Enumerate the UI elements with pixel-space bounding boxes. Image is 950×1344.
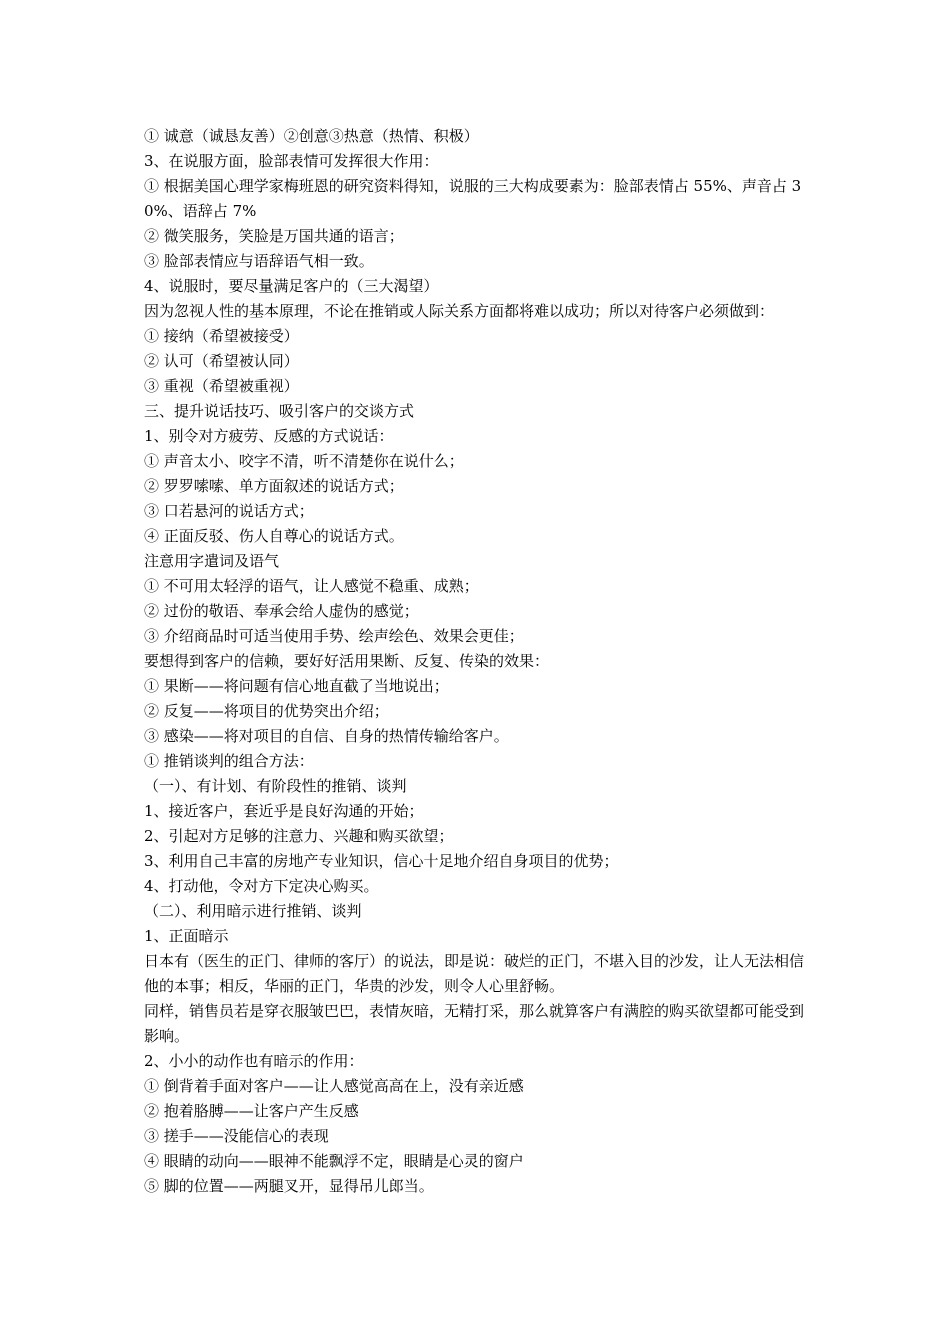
text-line: 2、引起对方足够的注意力、兴趣和购买欲望； bbox=[144, 827, 454, 845]
text-line: 注意用字遣词及语气 bbox=[144, 552, 280, 570]
text-line: ② 罗罗嗦嗦、单方面叙述的说话方式； bbox=[144, 477, 404, 495]
text-line: 4、说服时，要尽量满足客户的（三大渴望） bbox=[144, 277, 439, 295]
text-line: 三、提升说话技巧、吸引客户的交谈方式 bbox=[144, 402, 415, 420]
text-line: ③ 脸部表情应与语辞语气相一致。 bbox=[144, 252, 374, 270]
text-line: ③ 感染——将对项目的自信、自身的热情传输给客户。 bbox=[144, 727, 509, 745]
text-line: ⑤ 脚的位置——两腿叉开，显得吊儿郎当。 bbox=[144, 1177, 434, 1195]
text-line: 1、正面暗示 bbox=[144, 927, 229, 945]
text-line: ③ 重视（希望被重视） bbox=[144, 377, 299, 395]
text-line: ① 果断——将问题有信心地直截了当地说出； bbox=[144, 677, 449, 695]
text-line: ③ 搓手——没能信心的表现 bbox=[144, 1127, 329, 1145]
text-line: （一）、有计划、有阶段性的推销、谈判 bbox=[144, 777, 407, 795]
text-line: 因为忽视人性的基本原理，不论在推销或人际关系方面都将难以成功；所以对待客户必须做到： bbox=[144, 302, 775, 320]
text-line: ① 根据美国心理学家梅班恩的研究资料得知，说服的三大构成要素为：脸部表情占 55%、声音占 30%、语辞占 7% bbox=[144, 177, 802, 220]
text-line: ② 认可（希望被认同） bbox=[144, 352, 299, 370]
text-line: 1、别令对方疲劳、反感的方式说话： bbox=[144, 427, 394, 445]
text-line: ① 不可用太轻浮的语气，让人感觉不稳重、成熟； bbox=[144, 577, 479, 595]
text-line: ① 推销谈判的组合方法： bbox=[144, 752, 314, 770]
text-line: ④ 正面反驳、伤人自尊心的说话方式。 bbox=[144, 527, 404, 545]
text-line: ② 抱着胳膊——让客户产生反感 bbox=[144, 1102, 359, 1120]
text-line: （二）、利用暗示进行推销、谈判 bbox=[144, 902, 362, 920]
text-line: ② 反复——将项目的优势突出介绍； bbox=[144, 702, 389, 720]
text-line: 日本有（医生的正门、律师的客厅）的说法，即是说：破烂的正门，不堪入目的沙发，让人无法相信他的本事；相反，华丽的正门，华贵的沙发，则令人心里舒畅。 bbox=[144, 952, 805, 995]
document-body bbox=[144, 124, 816, 1199]
text-line: ③ 口若悬河的说话方式； bbox=[144, 502, 314, 520]
text-line: ① 诚意（诚恳友善）②创意③热意（热情、积极） bbox=[144, 127, 479, 145]
text-line: 要想得到客户的信赖，要好好活用果断、反复、传染的效果： bbox=[144, 652, 550, 670]
text-line: 1、接近客户，套近乎是良好沟通的开始； bbox=[144, 802, 424, 820]
text-line: ① 倒背着手面对客户——让人感觉高高在上，没有亲近感 bbox=[144, 1077, 524, 1095]
text-line: 3、在说服方面，脸部表情可发挥很大作用： bbox=[144, 152, 439, 170]
text-line: 同样，销售员若是穿衣服皱巴巴，表情灰暗，无精打采，那么就算客户有满腔的购买欲望都可能受到影响。 bbox=[144, 1002, 805, 1045]
text-line: ② 微笑服务，笑脸是万国共通的语言； bbox=[144, 227, 404, 245]
text-line: ④ 眼睛的动向——眼神不能飘浮不定，眼睛是心灵的窗户 bbox=[144, 1152, 524, 1170]
text-line: 3、利用自己丰富的房地产专业知识，信心十足地介绍自身项目的优势； bbox=[144, 852, 619, 870]
text-line: ① 接纳（希望被接受） bbox=[144, 327, 299, 345]
text-line: ② 过份的敬语、奉承会给人虚伪的感觉； bbox=[144, 602, 419, 620]
text-line: 2、小小的动作也有暗示的作用： bbox=[144, 1052, 364, 1070]
text-line: ③ 介绍商品时可适当使用手势、绘声绘色、效果会更佳； bbox=[144, 627, 524, 645]
text-line: 4、打动他，令对方下定决心购买。 bbox=[144, 877, 379, 895]
text-line: ① 声音太小、咬字不清，听不清楚你在说什么； bbox=[144, 452, 464, 470]
